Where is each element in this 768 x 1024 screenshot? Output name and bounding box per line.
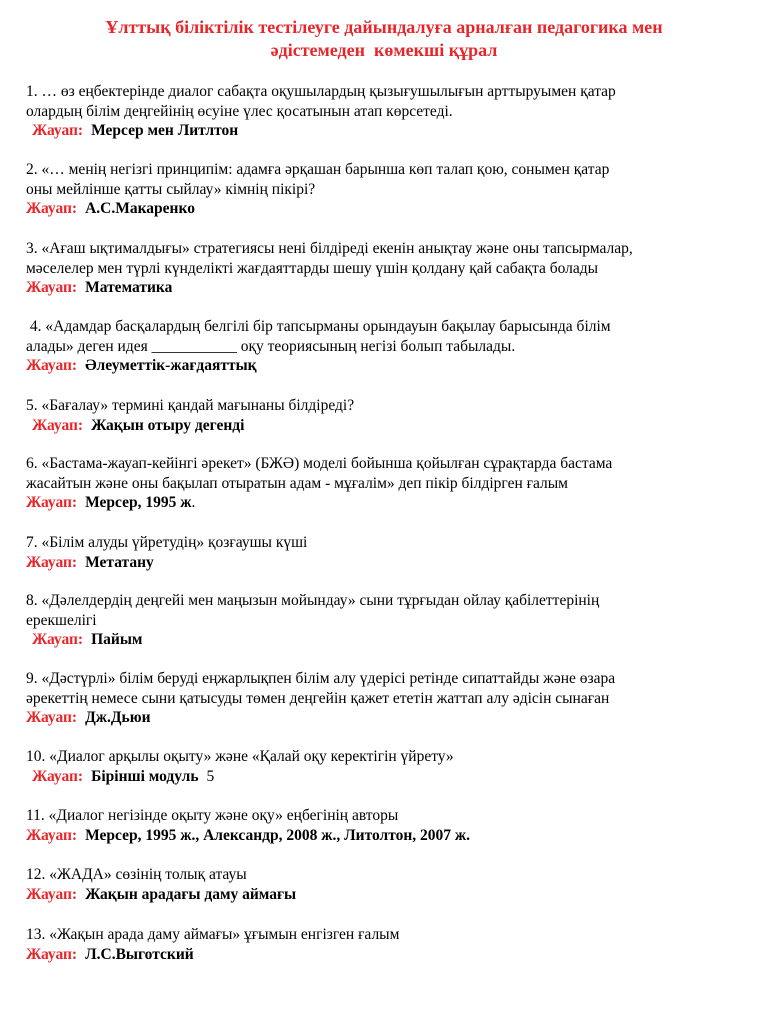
question-8 xyxy=(26,591,756,650)
question-text: жасайтын және оны бақылап отыратын адам - мұғалім» деп пікір білдірген ғалым xyxy=(26,474,568,492)
question-text: оны мейлінше қатты сыйлау» кімнің пікірі? xyxy=(26,180,316,198)
document-title xyxy=(0,16,768,62)
answer-text: Жақын арадағы даму аймағы xyxy=(85,885,297,903)
question-6 xyxy=(26,454,756,513)
question-9 xyxy=(26,669,756,728)
answer-label: Жауап: xyxy=(32,767,84,785)
answer-row xyxy=(26,767,756,787)
answer-row xyxy=(26,553,756,573)
question-13 xyxy=(26,925,756,964)
question-7 xyxy=(26,533,756,572)
answer-text: Мерсер, 1995 ж., Александр, 2008 ж., Литолтон, 2007 ж. xyxy=(85,826,471,844)
title-line-1: Ұлттық біліктілік тестілеуге дайындалуға арналған педагогика мен xyxy=(105,17,663,37)
question-3 xyxy=(26,239,756,298)
question-12 xyxy=(26,865,756,904)
answer-label: Жауап: xyxy=(26,357,78,374)
answer-row xyxy=(26,885,756,905)
answer-row xyxy=(26,356,756,376)
answer-row xyxy=(26,826,756,846)
answer-text: Математика xyxy=(85,279,173,296)
answer-text: Бірінші модуль xyxy=(91,767,199,785)
answer-text: Дж.Дьюи xyxy=(85,709,151,726)
answer-text: Л.С.Выготский xyxy=(85,945,194,963)
question-text: 8. «Дәлелдердің деңгейі мен маңызын мойындау» сыни тұрғыдан ойлау қабілеттерінің xyxy=(26,592,600,609)
answer-text: Әлеуметтік-жағдаяттық xyxy=(85,357,257,374)
question-text: 5. «Бағалау» термині қандай мағынаны білдіреді? xyxy=(26,397,355,414)
answer-text: Жақын отыру дегенді xyxy=(91,416,245,434)
answer-suffix: . xyxy=(191,494,196,511)
answer-label: Жауап: xyxy=(26,885,78,903)
answer-label: Жауап: xyxy=(32,631,84,648)
answer-text: Мерсер, 1995 ж xyxy=(85,494,192,511)
answer-label: Жауап: xyxy=(32,122,84,139)
answer-label: Жауап: xyxy=(26,553,78,571)
answer-text: Мерсер мен Литлтон xyxy=(91,122,239,139)
answer-row xyxy=(26,121,756,141)
answer-text: Метатану xyxy=(85,553,154,571)
question-text: 12. «ЖАДА» сөзінің толық атауы xyxy=(26,866,247,883)
question-text: 4. «Адамдар басқалардың белгілі бір тапсырманы орындауын бақылау барысында білім xyxy=(26,318,611,335)
question-text: 7. «Білім алуды үйретудің» қозғаушы күші xyxy=(26,534,308,551)
answer-row xyxy=(26,945,756,965)
answer-row xyxy=(26,493,756,513)
question-text: 10. «Диалог арқылы оқыту» және «Қалай оқу керектігін үйрету» xyxy=(26,748,454,765)
question-text: 6. «Бастама-жауап-кейінгі әрекет» (БЖӘ) моделі бойынша қойылған сұрақтарда бастама xyxy=(26,455,613,472)
question-text: 13. «Жақын арада даму аймағы» ұғымын енгізген ғалым xyxy=(26,926,400,943)
question-1 xyxy=(26,82,756,141)
question-text: 11. «Диалог негізінде оқыту және оқу» еңбегінің авторы xyxy=(26,807,399,824)
question-4 xyxy=(26,317,756,376)
answer-row xyxy=(26,630,756,650)
question-text: 1. … өз еңбектерінде диалог сабақта оқушылардың қызығушылығын арттыруымен қатар xyxy=(26,83,616,100)
question-5 xyxy=(26,396,756,435)
question-text: мәселелер мен түрлі күнделікті жағдаяттарды шешу үшін қолдану қай сабақта болады xyxy=(26,259,599,277)
answer-label: Жауап: xyxy=(26,945,78,963)
question-text: әрекеттің немесе сыни қатысуды төмен деңгейін қажет ететін жаттап алу әдісін сынаған xyxy=(26,689,610,707)
question-text: 9. «Дәстүрлі» білім беруді еңжарлықпен білім алу үдерісі ретінде сипаттайды және өзара xyxy=(26,670,616,687)
answer-label: Жауап: xyxy=(26,826,78,844)
answer-label: Жауап: xyxy=(26,200,78,217)
answer-label: Жауап: xyxy=(26,279,78,296)
title-line-2: әдістемеден көмекші құрал xyxy=(270,40,498,60)
question-text: ерекшелігі xyxy=(26,611,97,629)
question-text: 2. «… менің негізгі принципім: адамға әрқашан барынша көп талап қою, сонымен қатар xyxy=(26,161,610,178)
question-11 xyxy=(26,806,756,845)
answer-text: Пайым xyxy=(91,631,143,648)
answer-label: Жауап: xyxy=(32,416,84,434)
question-2 xyxy=(26,160,756,219)
answer-row xyxy=(26,278,756,298)
answer-text: А.С.Макаренко xyxy=(85,200,195,217)
answer-suffix: 5 xyxy=(206,767,215,785)
question-text: 3. «Ағаш ықтималдығы» стратегиясы нені білдіреді екенін анықтау және оны тапсырмалар, xyxy=(26,240,633,257)
question-text: алады» деген идея ___________ оқу теориясының негізі болып табылады. xyxy=(26,337,516,355)
answer-label: Жауап: xyxy=(26,709,78,726)
answer-row xyxy=(26,199,756,219)
question-10 xyxy=(26,747,756,786)
answer-label: Жауап: xyxy=(26,494,78,511)
question-text: олардың білім деңгейінің өсуіне үлес қосатынын атап көрсетеді. xyxy=(26,102,453,120)
answer-row xyxy=(26,708,756,728)
answer-row xyxy=(26,416,756,436)
